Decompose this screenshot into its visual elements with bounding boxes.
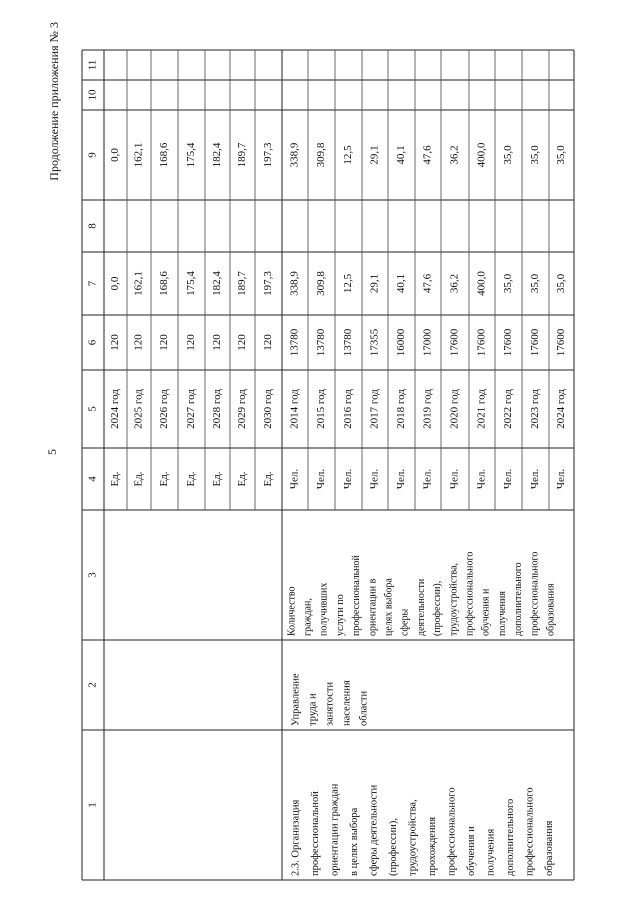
indicator-line: граждан, [302,598,314,636]
lower-row-value: 35,0 [555,273,568,294]
lower-row-value: 400,0 [475,271,488,296]
column-number-label: 9 [86,152,99,158]
lower-row-value: 338,9 [288,271,301,296]
lower-row-value: 17000 [421,328,434,357]
page-number: 5 [45,449,59,455]
lower-row-value: 12,5 [342,273,355,294]
lower-row-year: 2024 год [555,389,568,429]
upper-row-value: 175,4 [185,271,198,296]
lower-row-unit: Чел. [475,468,488,490]
lower-row-value: 47,6 [421,273,434,294]
measure-title-line: получения [485,828,497,876]
lower-row-value: 12,5 [342,145,355,165]
measure-title-line: 2.3. Организация [290,799,302,876]
upper-row-unit: Ед. [132,471,145,487]
upper-row-value: 120 [132,334,145,351]
measure-title-line: профессионального [446,787,458,876]
lower-row-year: 2014 год [288,389,301,429]
measure-title-line: трудоустройства, [407,799,419,876]
upper-row-year: 2029 год [236,389,249,429]
upper-row-value: 189,7 [236,271,249,296]
lower-row-value: 36,2 [448,145,461,165]
lower-row-value: 35,0 [555,145,568,165]
executor-line: занятости [324,681,336,726]
indicator-line: трудоустройства, [448,562,460,636]
indicator-line: сферы [399,608,411,636]
lower-row-value: 338,9 [288,142,301,168]
upper-row-year: 2028 год [211,389,224,429]
indicator-line: профессиональной [351,555,363,636]
executor-line: населения [341,680,353,726]
executor-line: труда и [307,693,319,726]
measure-title-line: профессионального [524,787,536,876]
upper-row-value: 168,6 [158,271,171,296]
lower-row-value: 17600 [448,328,461,357]
indicator-line: деятельности [415,578,427,636]
column-number-label: 4 [86,476,99,482]
column-number-label: 7 [86,280,99,287]
lower-row-value: 35,0 [502,273,515,294]
column-number-label: 2 [86,682,99,688]
lower-row-value: 35,0 [529,273,542,294]
measure-title-line: сферы деятельности [368,784,380,876]
lower-row-value: 309,8 [315,142,328,168]
upper-row-value: 120 [109,334,122,351]
lower-row-value: 36,2 [448,273,461,294]
lower-row-value: 13780 [315,328,328,357]
upper-row-year: 2030 год [262,389,275,429]
upper-row-year: 2025 год [132,389,145,429]
upper-row-unit: Ед. [262,471,275,487]
executor-line: Управление [290,673,302,726]
measure-title-line: профессиональной [309,791,321,876]
lower-row-value: 17600 [502,328,515,357]
lower-row-value: 17600 [555,328,568,357]
upper-row-value: 120 [262,334,275,351]
indicator-line: профессионального [529,551,541,636]
measure-title-line: обучения и [465,826,477,876]
column-number-label: 8 [86,223,99,229]
upper-row-value: 182,4 [211,271,224,296]
upper-row-value: 120 [158,334,171,351]
upper-row-value: 197,3 [262,271,275,296]
upper-row-value: 120 [185,334,198,351]
lower-row-unit: Чел. [288,468,301,490]
upper-row-value: 168,6 [158,142,171,168]
lower-row-unit: Чел. [342,468,355,490]
lower-row-value: 309,8 [315,271,328,296]
indicator-line: получивших [318,582,330,636]
upper-row-unit: Ед. [185,471,198,487]
indicator-line: дополнительного [513,562,525,636]
upper-row-year: 2027 год [185,389,198,429]
column-number-label: 5 [86,406,99,412]
measure-title-line: прохождения [426,816,438,876]
indicator-line: профессионального [464,551,476,636]
measure-title-line: образования [543,820,555,876]
lower-row-value: 29,1 [368,273,381,294]
measure-title-line: ориентации граждан [329,783,341,876]
lower-row-value: 17600 [529,328,542,357]
column-number-label: 3 [86,572,99,578]
upper-row-unit: Ед. [158,471,171,487]
lower-row-value: 40,1 [395,145,408,165]
lower-row-value: 400,0 [475,142,488,168]
lower-row-value: 40,1 [395,273,408,294]
upper-row-value: 175,4 [185,142,198,168]
upper-row-value: 197,3 [262,142,275,168]
lower-row-unit: Чел. [315,468,328,490]
indicator-line: образования [545,583,557,636]
lower-row-year: 2023 год [529,389,542,429]
lower-row-value: 35,0 [502,145,515,165]
lower-row-value: 17355 [368,328,381,357]
lower-row-year: 2019 год [421,389,434,429]
lower-row-value: 35,0 [529,145,542,165]
lower-row-year: 2018 год [395,389,408,429]
lower-row-year: 2017 год [368,389,381,429]
lower-row-value: 13780 [342,328,355,357]
upper-row-unit: Ед. [109,471,122,487]
lower-row-year: 2021 год [475,389,488,429]
lower-row-year: 2016 год [342,389,355,429]
lower-row-value: 13780 [288,328,301,357]
lower-row-year: 2022 год [502,389,515,429]
upper-row-value: 162,1 [132,271,145,296]
upper-row-value: 0,0 [109,276,122,291]
upper-row-year: 2024 год [109,389,122,429]
column-number-label: 6 [86,339,99,346]
continuation-note: Продолжение приложения № 3 [47,22,61,181]
upper-row-value: 0,0 [109,148,122,162]
indicator-line: обучения и [480,588,492,636]
lower-row-unit: Чел. [448,468,461,490]
upper-row-value: 162,1 [132,142,145,168]
measure-title-line: (профессии), [387,817,399,876]
column-number-label: 11 [86,59,99,71]
lower-row-value: 47,6 [421,145,434,165]
measure-title-line: в целях выбора [348,807,360,876]
upper-row-value: 182,4 [211,142,224,168]
lower-row-year: 2015 год [315,389,328,429]
indicator-line: ориентации в [367,578,379,636]
upper-row-unit: Ед. [211,471,224,487]
lower-row-value: 16000 [395,328,408,357]
lower-row-value: 17600 [475,328,488,357]
upper-row-value: 120 [236,334,249,351]
lower-row-year: 2020 год [448,389,461,429]
indicator-line: целях выбора [383,578,395,636]
indicator-line: услуги по [334,594,346,636]
executor-line: области [358,690,370,726]
upper-row-unit: Ед. [236,471,249,487]
upper-row-value: 189,7 [236,142,249,168]
lower-row-unit: Чел. [502,468,515,490]
column-number-label: 1 [86,802,99,808]
lower-row-unit: Чел. [421,468,434,490]
column-number-label: 10 [86,89,99,101]
lower-row-unit: Чел. [555,468,568,490]
indicator-line: получения [496,591,508,636]
lower-row-unit: Чел. [368,468,381,490]
lower-row-unit: Чел. [395,468,408,490]
lower-row-unit: Чел. [529,468,542,490]
indicator-line: (профессии), [432,580,444,636]
indicator-line: Количество [286,586,298,636]
upper-row-value: 120 [211,334,224,351]
upper-row-year: 2026 год [158,389,171,429]
lower-row-value: 29,1 [368,145,381,165]
measure-title-line: дополнительного [504,798,516,876]
